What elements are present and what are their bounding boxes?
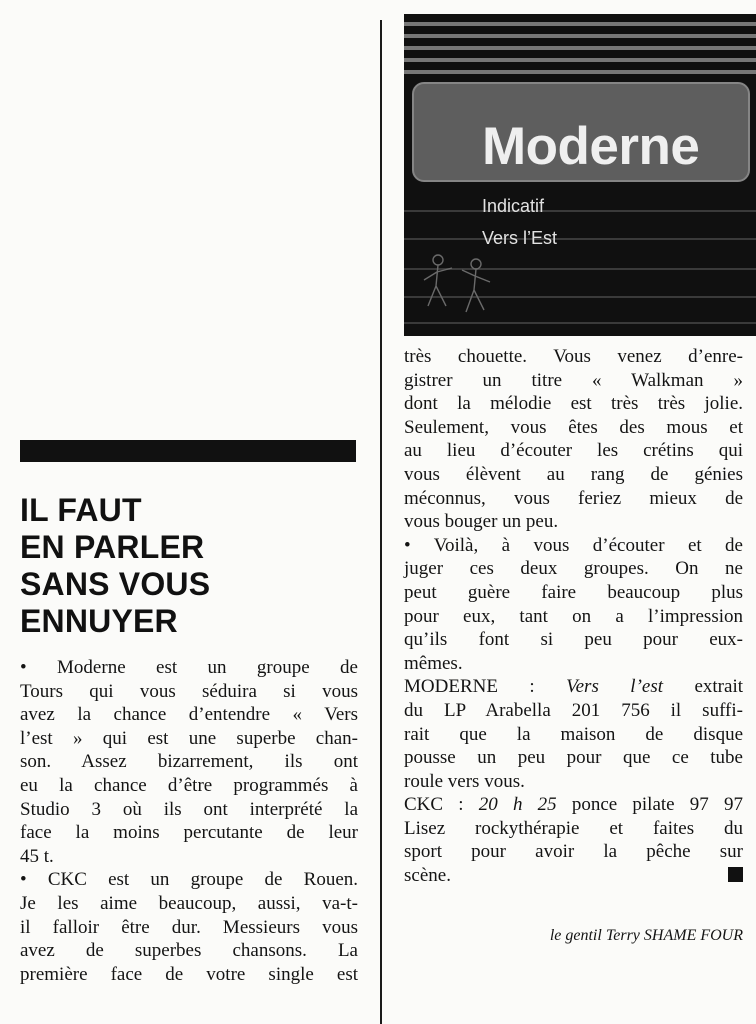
text-line: avez de superbes chansons. La	[20, 940, 358, 962]
text-line: rait que la maison de disque	[404, 723, 743, 745]
text-line: vous bouger un peu.	[404, 511, 559, 533]
text-line: vous élèvent au rang de génies	[404, 463, 743, 485]
section-bar	[20, 440, 356, 462]
text-line: première face de votre single est	[20, 963, 358, 985]
text-line: il falloir être dur. Messieurs vous	[20, 916, 358, 938]
moderne-info-rest: extrait	[694, 676, 743, 698]
text-line: Lisez rockythérapie et faites du	[404, 817, 743, 839]
right-column-text	[404, 345, 743, 888]
sleeve-label-2: Vers l’Est	[482, 228, 558, 248]
moderne-label: MODERNE :	[404, 676, 535, 698]
sleeve-band-name: Moderne	[482, 117, 700, 176]
text-line: méconnus, vous feriez mieux de	[404, 487, 743, 509]
text-line: mêmes.	[404, 652, 463, 674]
record-sleeve-image	[404, 14, 756, 336]
text-line: sport pour avoir la pêche sur	[404, 841, 743, 863]
text-line: peut guère faire beaucoup plus	[404, 581, 743, 603]
text-line: au lieu d’écouter les crétins qui	[404, 440, 743, 462]
headline-line: ENNUYER	[20, 603, 178, 639]
dancing-figures-illustration	[414, 250, 524, 330]
ckc-info-line	[404, 793, 743, 817]
headline-line: EN PARLER	[20, 529, 205, 565]
text-line: très chouette. Vous venez d’enre-	[404, 346, 743, 367]
text-line: juger ces deux groupes. On ne	[404, 558, 743, 580]
text-line: scène.	[404, 865, 451, 887]
text-line: Tours qui vous séduira si vous	[20, 680, 358, 702]
headline-line: IL FAUT	[20, 492, 142, 528]
text-line: qu’ils font si peu pour eux-	[404, 629, 743, 651]
text-line: Seulement, vous êtes des mous et	[404, 416, 743, 438]
last-line	[404, 864, 743, 888]
left-column-text	[20, 656, 358, 986]
text-line: Je les aime beaucoup, aussi, va-t-	[20, 892, 358, 914]
article-headline	[20, 492, 360, 640]
text-line: du LP Arabella 201 756 il suffi-	[404, 699, 743, 721]
ckc-time: 20 h 25	[478, 794, 557, 816]
column-divider	[380, 20, 382, 1024]
text-line: son. Assez bizarrement, ils ont	[20, 751, 358, 773]
text-line: 45 t.	[20, 845, 54, 867]
text-line: pousse un peu pour que ce tube	[404, 747, 743, 769]
moderne-info-line	[404, 675, 743, 699]
text-line: eu la chance d’être programmés à	[20, 774, 358, 796]
signature-name: SHAME FOUR	[643, 927, 743, 944]
text-line: dont la mélodie est très très jolie.	[404, 393, 743, 415]
ckc-info-rest: ponce pilate 97 97	[571, 794, 743, 816]
text-line: l’est » qui est une superbe chan-	[20, 727, 358, 749]
text-line: Studio 3 où ils ont interprété la	[20, 798, 358, 820]
text-line: pour eux, tant on a l’impression	[404, 605, 743, 627]
text-line: • Moderne est un groupe de	[20, 657, 358, 678]
signature-prefix: le gentil Terry	[549, 927, 640, 944]
ckc-label: CKC :	[404, 794, 464, 816]
sleeve-label-1: Indicatif	[482, 196, 545, 216]
text-line: • Voilà, à vous d’écouter et de	[404, 534, 743, 556]
text-line: gistrer un titre « Walkman »	[404, 369, 743, 391]
end-mark-icon	[728, 867, 743, 882]
text-line: avez la chance d’entendre « Vers	[20, 704, 358, 726]
text-line: face la moins percutante de leur	[20, 822, 358, 844]
text-line: roule vers vous.	[404, 770, 525, 792]
author-signature	[404, 926, 743, 946]
text-line: • CKC est un groupe de Rouen.	[20, 869, 358, 891]
headline-line: SANS VOUS	[20, 566, 211, 602]
moderne-title: Vers l’est	[566, 676, 664, 698]
